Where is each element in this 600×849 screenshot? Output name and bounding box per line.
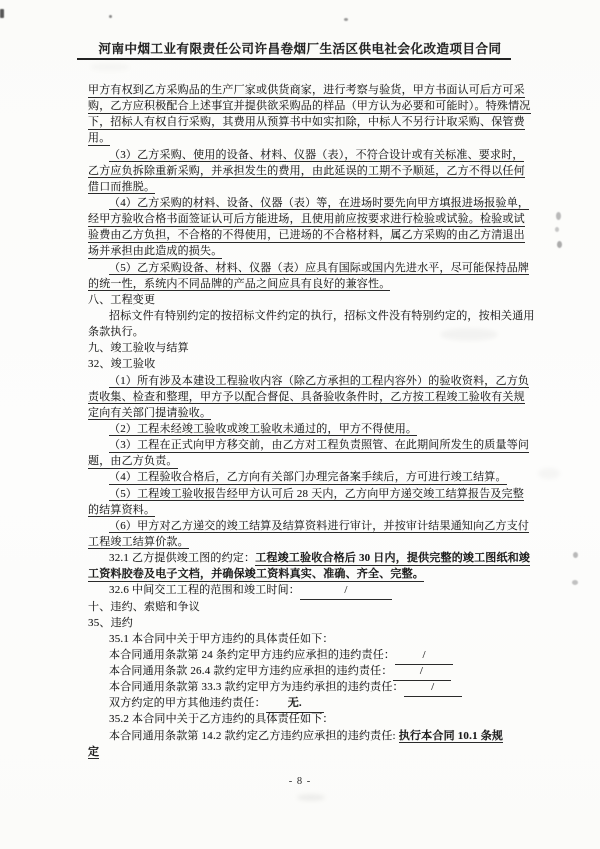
text-segment: 35.2 本合同中关于乙方违约的具体责任如下：	[109, 713, 334, 726]
scan-speck	[109, 15, 112, 18]
contract-line	[88, 679, 540, 695]
text-segment: 条款执行。	[88, 326, 144, 339]
text-segment: 题，由乙方负责。	[88, 455, 178, 468]
contract-line	[88, 211, 540, 227]
text-segment: 九、竣工验收与结算	[88, 342, 189, 355]
filled-blank: 无.	[266, 695, 324, 713]
text-segment: 工资料胶卷及电子文档，并确保竣工资料真实、准确、齐全、完整。	[88, 568, 424, 581]
text-segment: （6）甲方对乙方递交的竣工结算及结算资料进行审计，并按审计结果通知向乙方支付	[109, 519, 530, 532]
text-segment: 定向有关部门提请验收。	[88, 406, 212, 419]
contract-line	[88, 147, 540, 163]
scan-speck	[555, 227, 559, 232]
text-segment: （3）乙方采购、使用的设备、材料、仪器（表），不符合设计或有关标准、要求时，	[109, 148, 524, 161]
contract-line	[88, 356, 540, 372]
text-segment: 工程竣工结算价款。	[88, 535, 189, 548]
contract-line	[88, 631, 540, 647]
contract-line	[88, 453, 540, 469]
text-segment: （5）工程竣工验收报告经甲方认可后 28 天内，乙方向甲方递交竣工结算报告及完整	[109, 487, 524, 500]
header-divider	[77, 58, 511, 60]
text-segment: （5）乙方采购设备、材料、仪器（表）应具有国际或国内先进水平，尽可能保持品牌	[109, 261, 530, 274]
text-segment: 招标文件有特别约定的按招标文件约定的执行，招标文件没有特别约定的，按相关通用	[109, 309, 535, 322]
contract-line	[88, 405, 540, 421]
contract-line	[88, 114, 540, 130]
scan-speck	[572, 580, 578, 585]
text-segment: 场并承担由此造成的损失。	[88, 245, 223, 258]
contract-line	[88, 534, 540, 550]
contract-line	[88, 98, 540, 114]
contract-line	[88, 130, 540, 146]
text-segment: 下，招标人有权自行采购，其费用从预算书中如实扣除，中标人不另行计取采购、保管费	[88, 116, 525, 129]
text-segment: 32.6 中间交工工程的范围和竣工时间：	[109, 584, 300, 597]
contract-line	[88, 340, 540, 356]
text-segment: 验费由乙方负担，不合格的不得使用，已进场的不合格材料，属乙方采购的由乙方清退出	[88, 229, 525, 242]
filled-blank: /	[395, 647, 453, 665]
text-segment: 本合同通用条款第 33.3 款约定甲方为违约承担的违约责任：	[109, 681, 404, 694]
contract-line	[88, 744, 540, 760]
contract-line	[88, 728, 540, 744]
text-segment: 双方约定的甲方其他违约责任：	[109, 697, 266, 710]
contract-line	[88, 711, 540, 727]
text-segment: 32.1 乙方提供竣工图的约定：	[109, 552, 256, 565]
text-segment: 32、竣工验收	[88, 358, 156, 371]
text-segment: （4）工程验收合格后，乙方向有关部门办理完备案手续后，方可进行竣工结算。	[109, 471, 507, 484]
contract-line	[88, 421, 540, 437]
scan-smudge	[297, 794, 325, 801]
contract-header-title: 河南中烟工业有限责任公司许昌卷烟厂生活区供电社会化改造项目合同	[98, 42, 502, 56]
contract-line	[88, 582, 540, 598]
contract-line	[88, 599, 540, 615]
contract-line	[88, 566, 540, 582]
text-segment: 35、违约	[88, 616, 133, 629]
text-segment: 本合同通用条款第 24 条约定甲方违约应承担的违约责任：	[109, 648, 396, 661]
text-segment: （1）所有涉及本建设工程验收内容（除乙方承担的工程内容外）的验收资料，乙方负	[109, 374, 530, 387]
text-segment: 35.1 本合同中关于甲方违约的具体责任如下：	[109, 632, 334, 645]
contract-line	[88, 647, 540, 663]
text-segment: （4）乙方采购的材料、设备、仪器（表）等，在进场时要先向甲方填报进场报验单，	[109, 196, 530, 209]
text-segment: 甲方有权到乙方采购品的生产厂家或供货商家，进行考察与验货，甲方书面认可后方可采	[88, 84, 525, 96]
contract-line	[88, 663, 540, 679]
contract-line	[88, 550, 540, 566]
contract-line	[88, 373, 540, 389]
contract-line	[88, 227, 540, 243]
contract-line	[88, 179, 540, 195]
contract-line	[88, 163, 540, 179]
scan-speck	[573, 552, 578, 558]
contract-line	[88, 389, 540, 405]
filled-blank: /	[393, 663, 451, 681]
contract-line	[88, 308, 540, 324]
text-segment: 用。	[88, 132, 111, 145]
scan-smudge	[538, 468, 560, 479]
scan-speck	[556, 212, 561, 220]
contract-line	[88, 502, 540, 518]
contract-line	[88, 615, 540, 631]
text-segment: 购，乙方应积极配合上述事宜并提供欲采购品的样品（甲方认为必要和可能时）。特殊情况	[88, 100, 531, 113]
text-segment: （2）工程未经竣工验收或竣工验收未通过的，甲方不得使用。	[109, 422, 418, 435]
contract-line	[88, 195, 540, 211]
text-segment: 十、违约、索赔和争议	[88, 600, 200, 613]
contract-body	[88, 82, 540, 760]
filled-blank: /	[300, 582, 392, 600]
contract-line	[88, 260, 540, 276]
contract-line	[88, 518, 540, 534]
text-segment: 责收集、检查和整理，甲方予以配合督促、具备验收条件时，乙方按工程竣工验收有关规	[88, 390, 525, 403]
scan-speck	[0, 9, 4, 18]
contract-line	[88, 82, 540, 98]
contract-line	[88, 276, 540, 292]
contract-line	[88, 469, 540, 485]
scan-speck	[344, 18, 348, 21]
text-segment: 工程竣工验收合格后 30 日内，提供完整的竣工图纸和竣	[255, 552, 531, 565]
text-segment: 的结算资料。	[88, 503, 156, 516]
contract-line	[88, 486, 540, 502]
text-segment: 执行本合同 10.1 条规	[398, 729, 504, 742]
text-segment: 乙方应负拆除重新采购，并承担发生的费用，由此延误的工期不予顺延，乙方不得以任何	[88, 164, 525, 177]
text-segment: 借口而推脱。	[88, 180, 156, 193]
text-segment: 的统一性，系统内不同品牌的产品之间应具有良好的兼容性。	[88, 277, 391, 290]
page-number: - 8 -	[288, 776, 312, 787]
text-segment: （3）工程在正式向甲方移交前，由乙方对工程负责照管、在此期间所发生的质量等问	[109, 439, 530, 452]
scan-smudge	[440, 328, 498, 341]
text-segment: 本合同通用条款第 14.2 款约定乙方违约应承担的违约责任:	[109, 729, 399, 742]
text-segment: 本合同通用条款 26.4 款约定甲方违约应承担的违约责任：	[109, 665, 393, 678]
contract-line	[88, 695, 540, 711]
scan-smudge	[90, 63, 130, 71]
contract-line	[88, 292, 540, 308]
text-segment: 定	[88, 745, 100, 758]
scan-speck	[557, 241, 562, 248]
contract-line	[88, 437, 540, 453]
text-segment: 八、工程变更	[88, 293, 156, 306]
filled-blank: /	[404, 679, 462, 697]
text-segment: 经甲方验收合格书面签证认可后方能进场，且使用前应按要求进行检验或试验。检验或试	[88, 213, 525, 226]
contract-line	[88, 243, 540, 259]
